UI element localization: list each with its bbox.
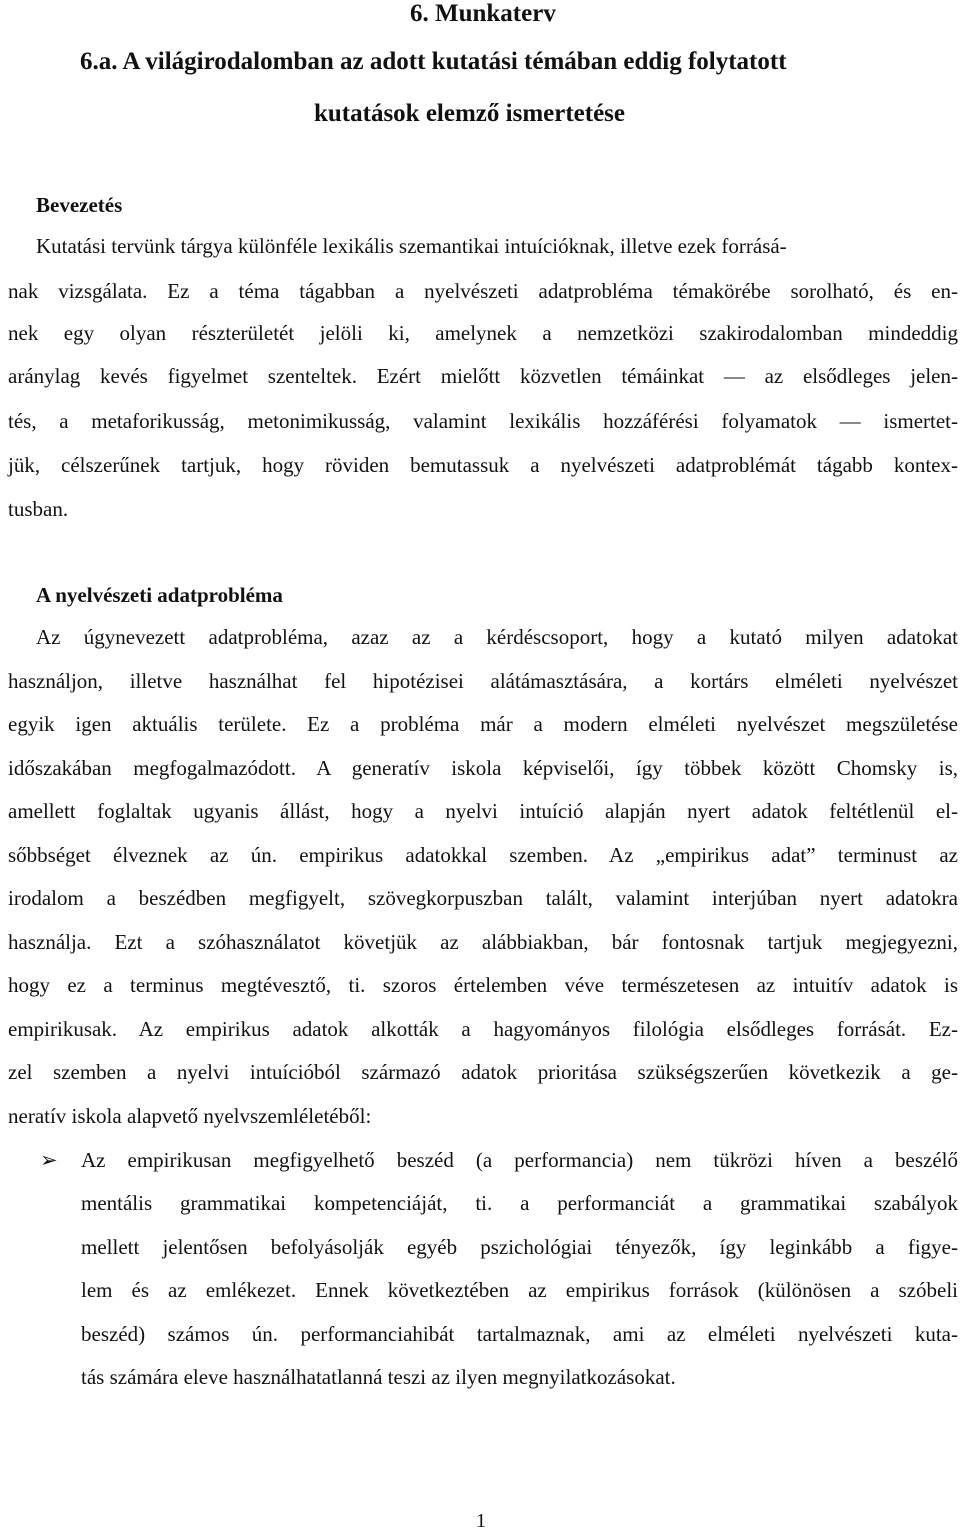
paragraph-line: egyik igen aktuális területe. Ez a probléma már a modern elméleti nyelvészet megszületése — [8, 712, 958, 736]
paragraph-line: nek egy olyan részterületét jelöli ki, amelynek a nemzetközi szakirodalomban mindeddig — [8, 321, 958, 345]
paragraph-line: amellett foglaltak ugyanis állást, hogy a nyelvi intuíció alapján nyert adatok feltétlenül el- — [8, 799, 958, 823]
chapter-title: 6. Munkaterv — [410, 0, 556, 27]
paragraph-line: zel szemben a nyelvi intuícióból származó adatok prioritása szükségszerűen következik a ge- — [8, 1060, 958, 1084]
paragraph-line: használja. Ezt a szóhasználatot követjük az alábbiakban, bár fontosnak tartjuk megjegyezni, — [8, 930, 958, 954]
paragraph-line: tusban. — [8, 497, 69, 521]
bullet-line: tás számára eleve használhatatlanná teszi az ilyen megnyilatkozásokat. — [81, 1365, 676, 1389]
bullet-line: beszéd) számos ún. performanciahibát tartalmaznak, ami az elméleti nyelvészeti kuta- — [81, 1322, 958, 1346]
paragraph-line: sőbbséget élveznek az ún. empirikus adatokkal szemben. Az „empirikus adat” terminust az — [8, 843, 958, 867]
section-title-line-2: kutatások elemző ismertetése — [314, 100, 626, 127]
paragraph-line: Az úgynevezett adatprobléma, azaz az a kérdéscsoport, hogy a kutató milyen adatokat — [36, 625, 958, 649]
section-title-line-1: 6.a. A világirodalomban az adott kutatási témában eddig folytatott — [80, 48, 787, 75]
bullet-line: lem és az emlékezet. Ennek következtében az empirikus források (különösen a szóbeli — [81, 1278, 958, 1302]
bullet-line: mellett jelentősen befolyásolják egyéb pszichológiai tényezők, így leginkább a figye- — [81, 1235, 958, 1259]
paragraph-line: jük, célszerűnek tartjuk, hogy röviden bemutassuk a nyelvészeti adatproblémát tágabb kontex- — [8, 453, 958, 477]
paragraph-line: időszakában megfogalmazódott. A generatív iskola képviselői, így többek között Chomsky is, — [8, 756, 958, 780]
intro-heading: Bevezetés — [36, 193, 123, 217]
paragraph-line: empirikusak. Az empirikus adatok alkották a hagyományos filológia elsődleges forrását. Ez- — [8, 1017, 958, 1041]
arrowhead-bullet-icon: ➢ — [40, 1148, 58, 1172]
paragraph-line: neratív iskola alapvető nyelvszemléletéből: — [8, 1104, 372, 1128]
page-number: 1 — [476, 1510, 486, 1532]
paragraph-line: nak vizsgálata. Ez a téma tágabban a nyelvészeti adatprobléma témakörébe sorolható, és en- — [8, 279, 958, 303]
bullet-line: Az empirikusan megfigyelhető beszéd (a performancia) nem tükrözi híven a beszélő — [81, 1148, 958, 1172]
paragraph-line: hogy ez a terminus megtévesztő, ti. szoros értelemben véve természetesen az intuitív adatok is — [8, 973, 958, 997]
paragraph-line: Kutatási tervünk tárgya különféle lexikális szemantikai intuícióknak, illetve ezek forrásá- — [36, 234, 787, 258]
data-problem-heading: A nyelvészeti adatprobléma — [36, 583, 283, 607]
paragraph-line: aránylag kevés figyelmet szenteltek. Ezért mielőtt közvetlen témáinkat — az elsődleges jelen- — [8, 364, 958, 388]
paragraph-line: tés, a metaforikusság, metonimikusság, valamint lexikális hozzáférési folyamatok — ismertet- — [8, 409, 958, 433]
paragraph-line: használjon, illetve használhat fel hipotézisei alátámasztására, a kortárs elméleti nyelvészet — [8, 669, 958, 693]
paragraph-line: irodalom a beszédben megfigyelt, szövegkorpuszban talált, valamint interjúban nyert adatokra — [8, 886, 958, 910]
bullet-line: mentális grammatikai kompetenciáját, ti. a performanciát a grammatikai szabályok — [81, 1191, 958, 1215]
